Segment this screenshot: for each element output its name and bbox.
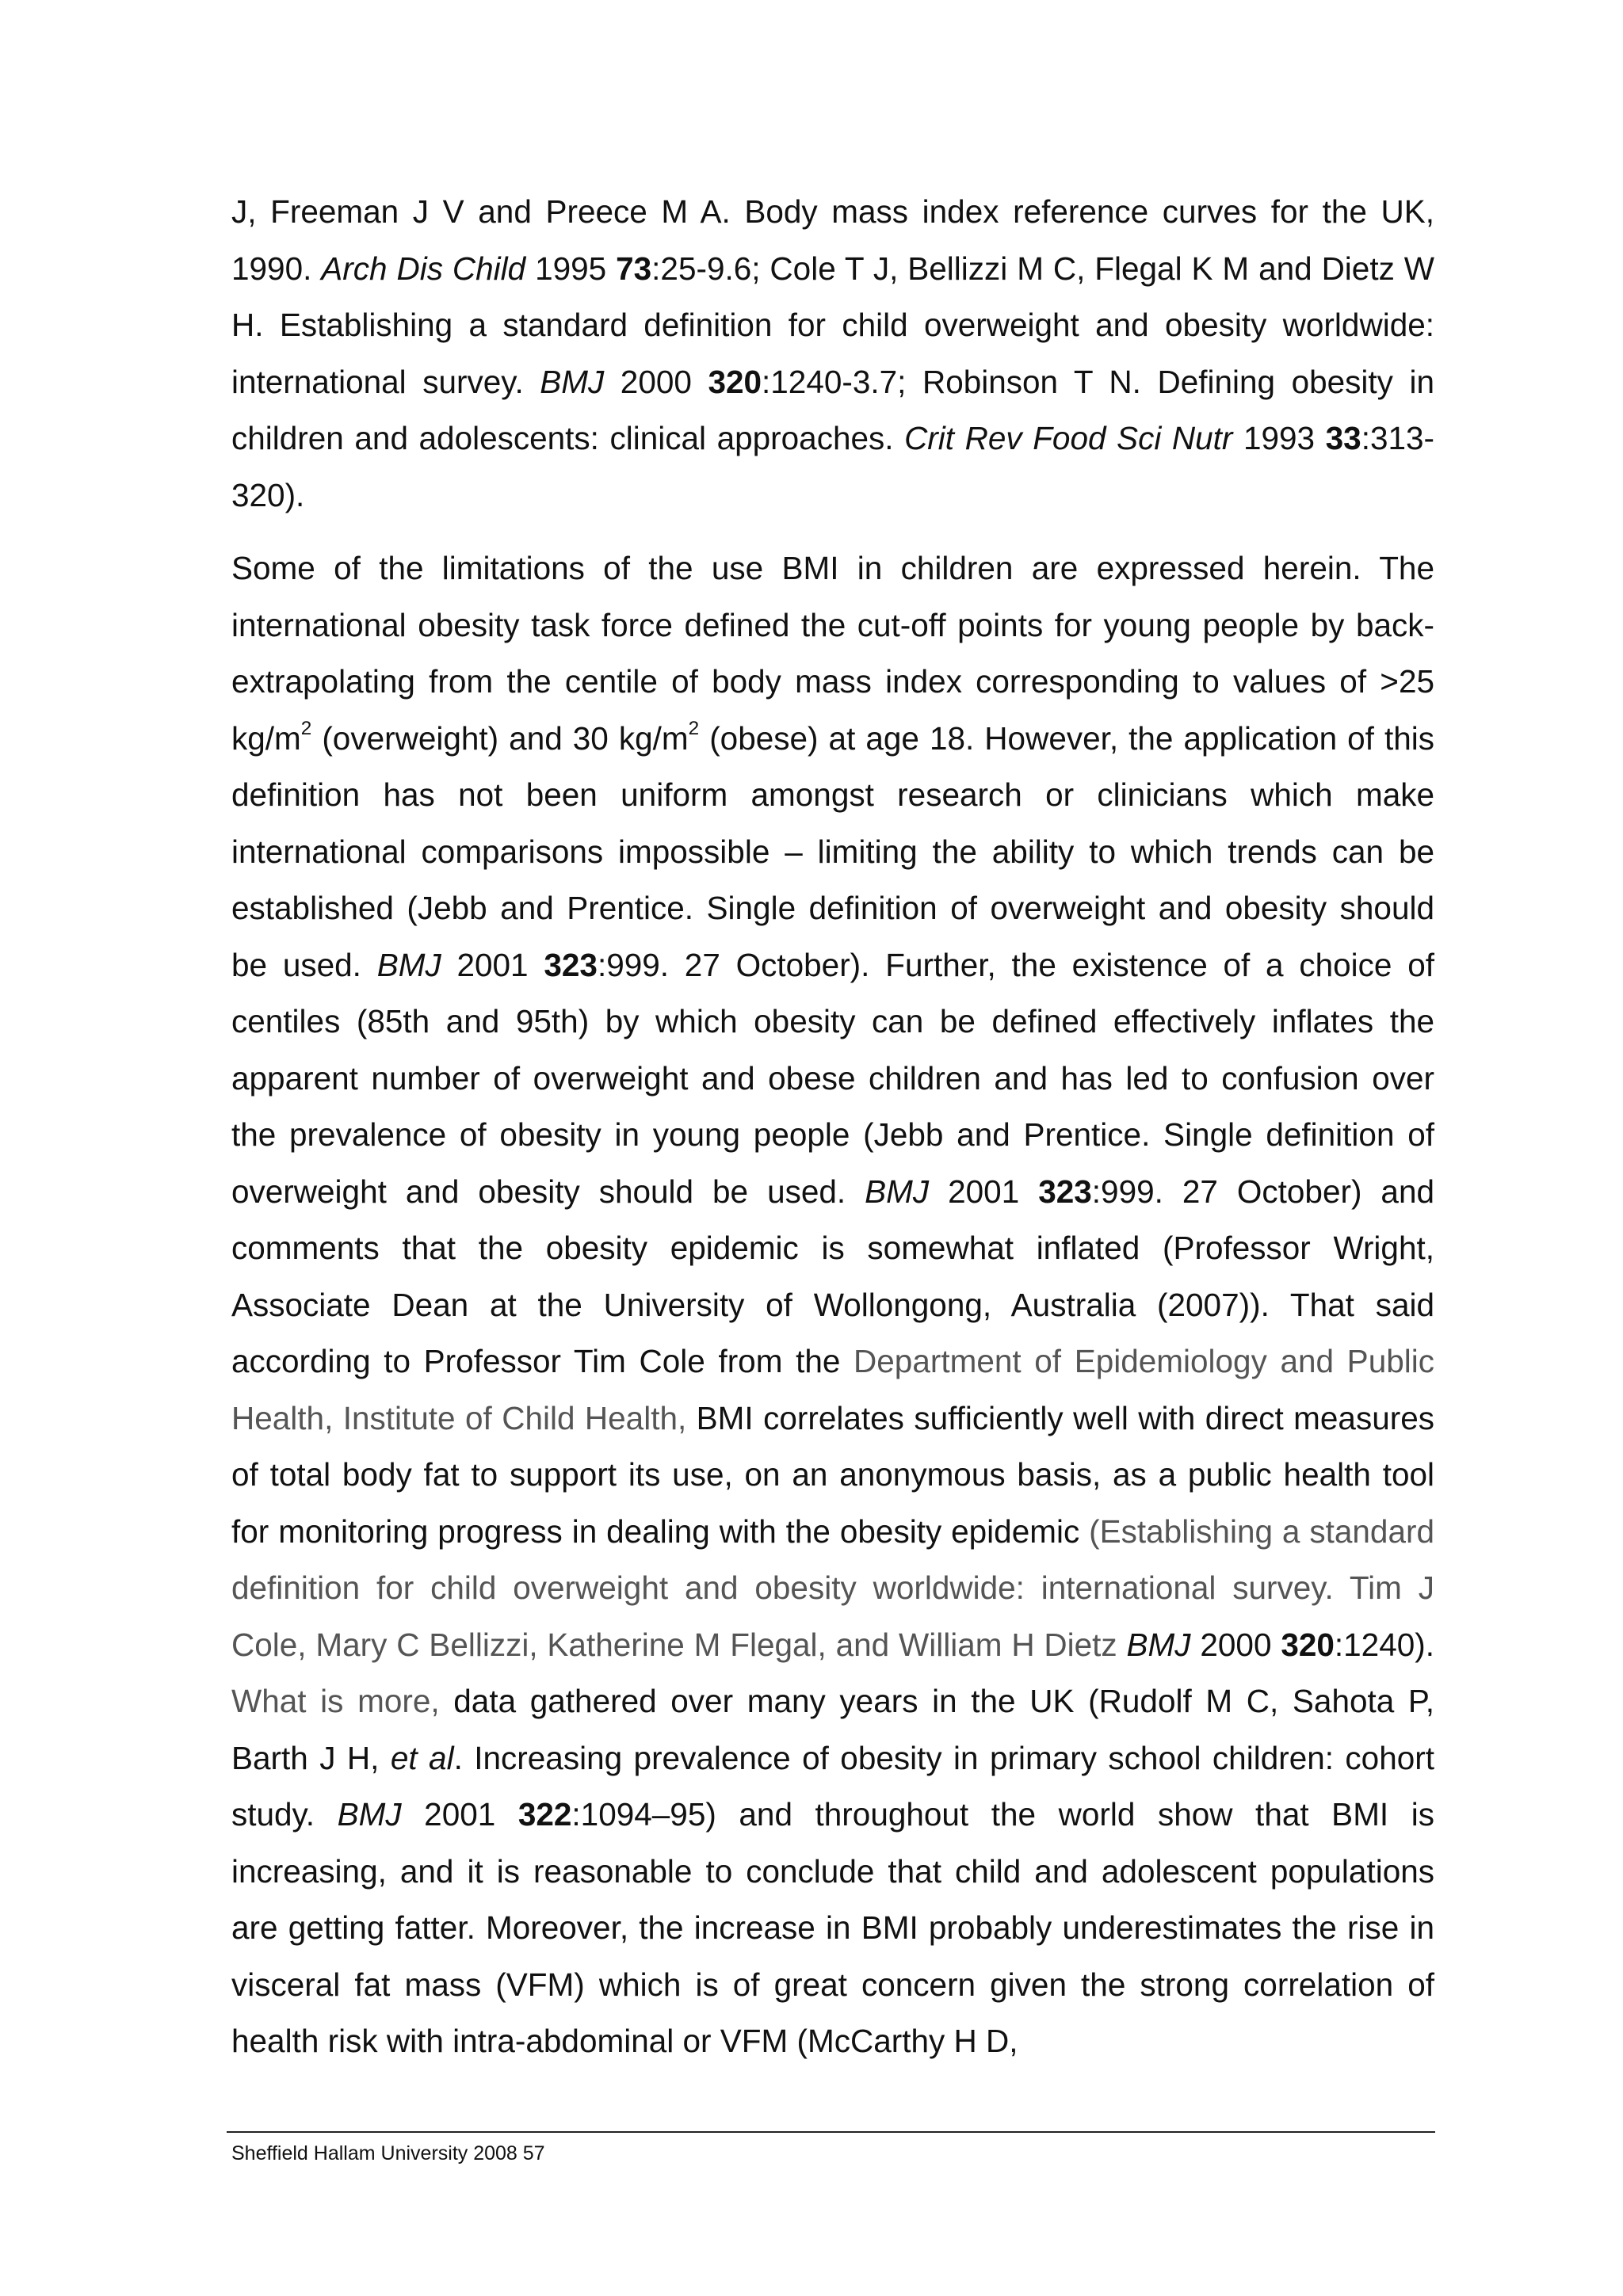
journal-title: Crit Rev Food Sci Nutr [904, 420, 1233, 456]
volume-number: 320 [708, 363, 762, 400]
text-run: ). [1415, 1626, 1434, 1663]
text-run: :25-9.6; Cole T J, Bellizzi M C, Flegal K M and Dietz W H. Establishing a standard definition for child overweight and obesity worldwide: international survey. [231, 250, 1434, 400]
volume-number: 33 [1325, 420, 1361, 456]
footer-divider [227, 2131, 1435, 2133]
text-run: data gathered over many years in the UK (Rudolf M C, Sahota P, Barth J H, [231, 1683, 1434, 1776]
text-run: 2000 [1190, 1626, 1281, 1663]
text-run: 1995 [525, 250, 617, 287]
text-run: :999. 27 October) and comments that the obesity epidemic is somewhat inflated (Professor Wright, Associate Dean at the University of Wollongong, Australia (2007)). That said according to Professor Tim Cole from the [231, 1173, 1435, 1379]
journal-title: BMJ [540, 363, 605, 400]
volume-number: 320 [1281, 1626, 1335, 1663]
page-footer: Sheffield Hallam University 2008 57 [231, 2142, 545, 2164]
volume-number: 323 [1038, 1173, 1092, 1210]
journal-title: BMJ [376, 946, 441, 983]
gray-text-run: (Establishing a standard definition for child overweight and obesity worldwide: international survey. Tim J Cole, Mary C Bellizzi, Katherine M Flegal, and William H Dietz [231, 1512, 1434, 1663]
text-run: :1240 [1334, 1626, 1415, 1663]
text-run: . Increasing prevalence of obesity in primary school children: cohort study. [231, 1739, 1434, 1833]
text-run: (obese) at age 18. However, the application of this definition has not been uniform amongst research or clinicians which make international comparisons impossible – limiting the ability to which trends can be established (Jebb and Prentice. Single definition of overweight and obesity should be used. [231, 719, 1434, 983]
superscript: 2 [688, 718, 700, 740]
text-run: 2001 [929, 1173, 1039, 1210]
paragraph-references-continued [231, 184, 1434, 524]
text-run: 2001 [441, 946, 544, 983]
journal-title: BMJ [865, 1173, 930, 1210]
text-run: :313-320). [231, 420, 1434, 513]
journal-title: BMJ [337, 1796, 402, 1833]
text-run: :1240-3.7; Robinson T N. Defining obesity in children and adolescents: clinical approaches. [231, 363, 1434, 456]
text-run: 1993 [1232, 420, 1326, 456]
text-run: BMI correlates sufficiently well with direct measures of total body fat to support its use, on an anonymous basis, as a public health tool for monitoring progress in dealing with the obesity epidemic [231, 1399, 1434, 1550]
text-run: :999. 27 October). Further, the existence of a choice of centiles (85th and 95th) by which obesity can be defined effectively inflates the apparent number of overweight and obese children and has led to confusion over the prevalence of obesity in young people (Jebb and Prentice. Single definition of overweight and obesity should be used. [231, 946, 1434, 1210]
page-body [231, 184, 1434, 2070]
gray-text-run: What is more, [231, 1683, 440, 1719]
text-run: 2001 [401, 1796, 518, 1833]
superscript: 2 [300, 718, 312, 740]
paragraph-bmi-limitations [231, 540, 1434, 2070]
text-run: :1094–95) and throughout the world show that BMI is increasing, and it is reasonable to conclude that child and adolescent populations are getting fatter. Moreover, the increase in BMI probably underestimates the rise in visceral fat mass (VFM) which is of great concern given the strong correlation of health risk with intra-abdominal or VFM (McCarthy H D, [231, 1796, 1434, 2059]
text-run: Some of the limitations of the use BMI in children are expressed herein. The international obesity task force defined the cut-off points for young people by back-extrapolating from the centile of body mass index corresponding to values of >25 kg/m [231, 550, 1434, 757]
latin-abbreviation: et al [390, 1739, 454, 1776]
journal-title: BMJ [1126, 1626, 1191, 1663]
journal-title: Arch Dis Child [321, 250, 526, 287]
gray-text-run: Department of Epidemiology and Public Health, Institute of Child Health, [231, 1343, 1434, 1436]
text-run: (overweight) and 30 kg/m [311, 719, 689, 757]
volume-number: 322 [517, 1796, 572, 1833]
text-run: 2000 [604, 363, 708, 400]
volume-number: 73 [616, 250, 652, 287]
volume-number: 323 [544, 946, 598, 983]
text-run: J, Freeman J V and Preece M A. Body mass index reference curves for the UK, 1990. [231, 193, 1434, 287]
